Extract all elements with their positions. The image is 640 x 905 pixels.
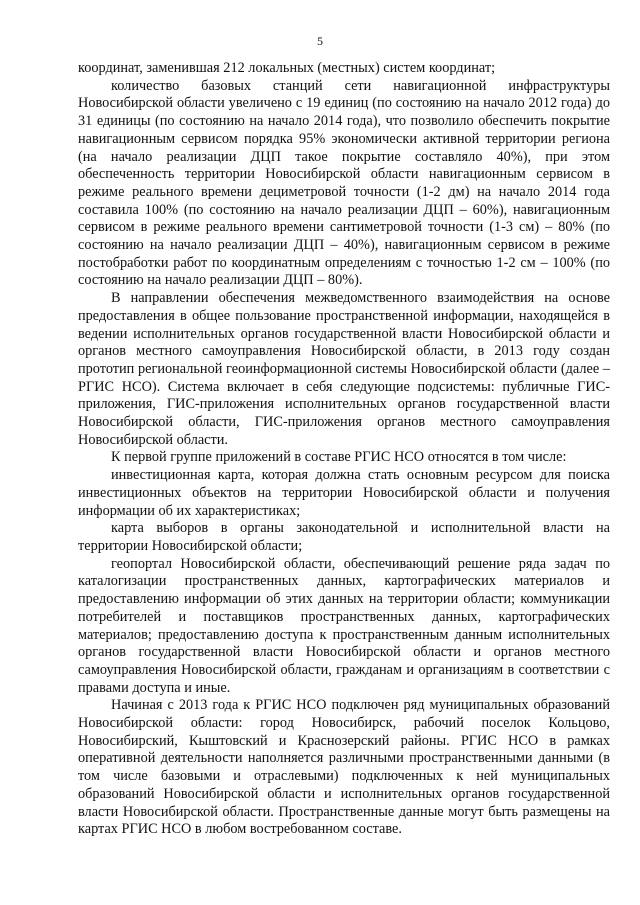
paragraph-first-group-intro: К первой группе приложений в составе РГИС НСО относятся в том числе: xyxy=(111,449,567,466)
paragraph-investment-map: инвестиционная карта, которая должна стать основным ресурсом для поиска инвестиционных объектов на территории Новосибирской области и получения информации об их характеристиках; xyxy=(78,467,610,519)
page-number: 5 xyxy=(317,34,323,48)
paragraph-coordinate-system: координат, заменившая 212 локальных (местных) систем координат; xyxy=(78,60,496,76)
paragraph-base-stations: количество базовых станций сети навигационной инфраструктуры Новосибирской области увеличено с 19 единиц (по состоянию на начало 2012 года) до 31 единицы (по состоянию на начало 2014 года), что позволило обеспечить покрытие навигационным сервисом порядка 95% экономически активной территории региона (на начало реализации ДЦП такое покрытие составляло 40%), при этом обеспеченность территории Новосибирской области навигационным сервисом в режиме реального времени дециметровой точности (1-2 дм) на начало 2014 года составила 100% (по состоянию на начало реализации ДЦП – 60%), навигационным сервисом в режиме реального времени сантиметровой точности (1-3 см) – 80% (по состоянию на начало реализации ДЦП – 40%), навигационным сервисом в режиме постобработки работ по координатным определениям с точностью 1-2 см – 100% (по состоянию на начало реализации ДЦП – 80%). xyxy=(78,77,610,289)
document-body xyxy=(78,60,610,839)
paragraph-municipal-connection: Начиная с 2013 года к РГИС НСО подключен ряд муниципальных образований Новосибирской области: город Новосибирск, рабочий поселок Кольцово, Новосибирский, Кыштовский и Краснозерский районы. РГИС НСО в рамках оперативной деятельности наполняется различными пространственными данными (в том числе базовыми и отраслевыми) подключенных к ней муниципальных образований Новосибирской области и исполнительных органов государственной власти Новосибирской области. Пространственные данные могут быть размещены на картах РГИС НСО в любом востребованном составе. xyxy=(78,697,610,838)
paragraph-rgis-creation: В направлении обеспечения межведомственного взаимодействия на основе предоставления в общее пользование пространственной информации, находящейся в ведении исполнительных органов государственной власти Новосибирской области и органов местного самоуправления Новосибирской области, в 2013 году создан прототип региональной геоинформационной системы Новосибирской области (далее – РГИС НСО). Система включает в себя следующие подсистемы: публичные ГИС-приложения, ГИС-приложения исполнительных органов государственной власти Новосибирской области, ГИС-приложения органов местного самоуправления Новосибирской области. xyxy=(78,290,610,448)
paragraph-election-map: карта выборов в органы законодательной и исполнительной власти на территории Новосибирской области; xyxy=(78,520,610,554)
paragraph-geoportal: геопортал Новосибирской области, обеспечивающий решение ряда задач по каталогизации пространственных данных, картографических материалов и предоставлению информации об этих данных на территории области; коммуникации потребителей и поставщиков пространственных данных, картографических материалов; предоставлению доступа к пространственным данным исполнительных органов государственной власти Новосибирской области и органов местного самоуправления Новосибирской области, гражданам и организациям в соответствии с правами доступа и иные. xyxy=(78,555,610,696)
